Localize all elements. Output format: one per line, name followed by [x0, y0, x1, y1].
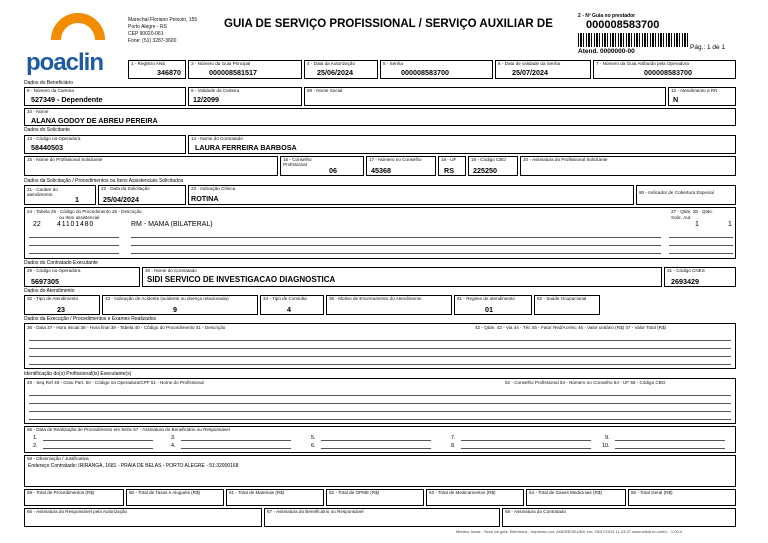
field-value: 4: [287, 305, 291, 314]
empty-row-line: [669, 253, 733, 254]
field-label: 18 - UF: [441, 157, 457, 162]
serie-item-5: 5.: [311, 435, 316, 441]
field-value: RS: [444, 166, 454, 175]
empty-row-line: [131, 253, 661, 254]
barcode-icon: [578, 33, 688, 47]
registro-ans-field[interactable]: [128, 60, 186, 79]
field-value: 23: [57, 305, 65, 314]
field-value: 1: [75, 195, 79, 204]
field-label: 15 - Nome do Profissional Solicitante: [27, 157, 103, 162]
field-label: 66 - Assinatura do Responsável pela Autorização: [27, 509, 128, 514]
field-value: 2693429: [671, 277, 699, 286]
field-label: 91 - Regime de atendimento: [457, 296, 515, 301]
section-identificacao: Identificação do(s) Profissional(is) Executante(s): [24, 371, 132, 377]
section-execucao: Dados da Execução / Procedimentos e Exames Realizados: [24, 316, 157, 322]
codigo-executante-field[interactable]: [24, 267, 140, 287]
field-label: 64 - Total de Gases Medicinais (R$): [529, 490, 602, 495]
nome-beneficiario-field[interactable]: [24, 108, 736, 126]
total-taxas-field[interactable]: [126, 489, 224, 506]
field-label: 56 - Data de Realização de Procedimento em Série 57 - Assinatura do Beneficiário ou Responsável: [27, 427, 230, 432]
field-label: 61 - Total de Materiais (R$): [229, 490, 285, 495]
field-value: SIDI SERVICO DE INVESTIGACAO DIAGNOSTICA: [147, 275, 336, 284]
field-label: 9 - Validade da Carteira: [191, 88, 240, 93]
total-procedimentos-field[interactable]: [24, 489, 124, 506]
cell-descricao: RM - MAMA (BILATERAL): [131, 221, 213, 228]
field-value: 25/06/2024: [317, 68, 353, 77]
indicacao-acidente-field[interactable]: [102, 295, 258, 315]
data-autorizacao-field[interactable]: [304, 60, 378, 79]
total-medicamentos-field[interactable]: [426, 489, 524, 506]
field-label: 17 - Número no Conselho: [369, 157, 422, 162]
empty-row-line: [29, 253, 119, 254]
field-label: 62 - Total de OPME (R$): [329, 490, 380, 495]
guia-principal-field[interactable]: [188, 60, 302, 79]
empty-row-line: [29, 411, 731, 412]
page-title: GUIA DE SERVIÇO PROFISSIONAL / SERVIÇO AUXILIAR DE: [224, 18, 553, 30]
serie-item-2: 2.: [33, 443, 38, 449]
field-label: 21 - Caráter do atendimento: [27, 187, 58, 197]
field-label: 20 - Assinatura do Profissional Solicitante: [523, 157, 608, 162]
empty-row-line: [131, 237, 661, 238]
uf-field[interactable]: [438, 156, 466, 176]
field-value: ALANA GODOY DE ABREU PEREIRA: [31, 116, 158, 125]
guia-prestador-number: 000008583700: [586, 19, 660, 31]
serie-item-10: 10.: [602, 443, 610, 449]
field-label: 23 - Indicação Clínica: [191, 186, 236, 191]
field-label: 58 - Observação / Justificativa: [27, 456, 89, 461]
cell-tabela: 22: [33, 221, 41, 228]
field-value: 25/07/2024: [512, 68, 548, 77]
field-label: 8 - Número da Carteira: [27, 88, 74, 93]
field-value: 12/2099: [193, 95, 219, 104]
table-header: 27 - Qtde. 28 - Qtde.: [671, 209, 714, 214]
senha-field[interactable]: [380, 60, 493, 79]
field-label: 63 - Total de Medicamentos (R$): [429, 490, 496, 495]
field-label: 3 - Número da Guia Principal: [191, 61, 251, 66]
address-line: Porto Alegre - RS: [128, 24, 167, 30]
field-label: 5 - Senha: [383, 61, 403, 66]
field-value: 000008583700: [644, 68, 692, 77]
empty-row-line: [669, 237, 733, 238]
field-value: 45368: [371, 166, 391, 175]
field-value: 9: [173, 305, 177, 314]
field-label: 34 - Tipo de Consulta: [263, 296, 307, 301]
field-value: 225250: [473, 166, 497, 175]
empty-row-line: [29, 395, 731, 396]
field-value: 346870: [157, 68, 181, 77]
section-solicitante: Dados do Solicitante: [24, 127, 70, 133]
section-beneficiario: Dados do Beneficiário: [24, 80, 73, 86]
table-header: 42 - Qtde. 43 - Via 44 - Téc 45 - Fator Red/Acrésc 46 - Valor unitário (R$) 47 - Valor Total (R$): [475, 325, 667, 330]
empty-row-line: [669, 245, 733, 246]
serie-item-7: 7.: [451, 435, 456, 441]
table-header: 52 - Conselho Profissional 53 - Número no Conselho 54 - UF 55 - Código CBO: [505, 380, 666, 385]
empty-row-line: [131, 245, 661, 246]
table-header: 36 - Data 37 - Hora Inicial 38 - Hora final 39 - Tabela 40 - Código do Procedimento 41 - Descrição: [27, 325, 226, 330]
header-address: [128, 17, 197, 45]
nome-executante-field[interactable]: [142, 267, 662, 287]
procedimentos-solicitados-table: [24, 207, 736, 259]
field-label: 29 - Código na Operadora: [27, 268, 81, 273]
empty-row-line: [43, 448, 153, 449]
field-label: 10 - Nome: [27, 109, 49, 114]
serie-item-4: 4.: [171, 443, 176, 449]
logo: [26, 12, 130, 76]
field-value: 25/04/2024: [103, 195, 139, 204]
field-label: 59 - Total de Procedimentos (R$): [27, 490, 95, 495]
field-label: 16 - Conselho Profissional: [283, 157, 312, 167]
observacao-text: Endereço Contratado: IRIRANGA, 1681 - PRAIA DE BELAS - PORTO ALEGRE - 51:32000168: [28, 463, 239, 469]
empty-row-line: [29, 419, 731, 420]
encerramento-field[interactable]: [326, 295, 452, 315]
logo-mark-icon: [48, 12, 108, 52]
total-gases-field[interactable]: [526, 489, 626, 506]
assinatura-contratado-field[interactable]: [502, 508, 736, 527]
field-label: 4 - Data da Autorização: [307, 61, 356, 66]
field-value: 000008581517: [209, 68, 257, 77]
table-header: 24 - Tabela 25 - Código do Procedimento 26 - Descrição: [27, 209, 142, 214]
indicacao-clinica-field[interactable]: [188, 185, 634, 205]
total-opme-field[interactable]: [326, 489, 424, 506]
regime-atendimento-field[interactable]: [454, 295, 532, 315]
atendimento-rn-field[interactable]: [668, 87, 736, 106]
field-label: 35 - Motivo de Encerramento do Atendimento: [329, 296, 422, 301]
empty-row-line: [181, 448, 291, 449]
field-value: 5697305: [31, 277, 59, 286]
field-label: 67 - Assinatura do Beneficiário ou Responsável: [267, 509, 364, 514]
serie-item-8: 8.: [451, 443, 456, 449]
field-label: 1 - Registro ANS: [131, 61, 166, 66]
total-materiais-field[interactable]: [226, 489, 324, 506]
field-label: 14 - Nome do Contratado: [191, 136, 243, 141]
section-atendimento: Dados do Atendimento: [24, 288, 75, 294]
saude-ocupacional-field[interactable]: [534, 295, 600, 315]
empty-row-line: [461, 448, 591, 449]
empty-row-line: [615, 448, 725, 449]
empty-row-line: [29, 237, 119, 238]
carater-field[interactable]: [24, 185, 96, 205]
empty-row-line: [181, 440, 291, 441]
empty-row-line: [461, 440, 591, 441]
field-label: 22 - Data da Solicitação: [101, 186, 150, 191]
field-value: 000008583700: [401, 68, 449, 77]
nome-social-field[interactable]: [304, 87, 666, 106]
cbo-field[interactable]: [468, 156, 518, 176]
empty-row-line: [29, 340, 731, 341]
field-label: 12 - Atendimento a RN: [671, 88, 718, 93]
field-label: 92 - Saúde Ocupacional: [537, 296, 587, 301]
empty-row-line: [29, 348, 731, 349]
empty-row-line: [321, 448, 431, 449]
empty-row-line: [43, 440, 153, 441]
carteira-field[interactable]: [24, 87, 186, 106]
field-value: 58440503: [31, 143, 63, 152]
field-value: ROTINA: [191, 194, 219, 203]
section-executante: Dados do Contratado Executante: [24, 260, 98, 266]
section-solicitacao: Dados da Solicitação / Procedimentos ou Itens Assistenciais Solicitados: [24, 178, 184, 184]
field-value: 01: [485, 305, 493, 314]
field-value: 527349 - Dependente: [31, 95, 103, 104]
nome-contratado-field[interactable]: [188, 135, 736, 154]
empty-row-line: [321, 440, 431, 441]
observacao-field[interactable]: [24, 455, 736, 487]
field-label: 31 - Código CNES: [667, 268, 705, 273]
total-geral-field[interactable]: [628, 489, 736, 506]
field-label: 90 - Indicador de Cobertura Especial: [639, 190, 714, 195]
logo-text: poaclin: [26, 49, 104, 76]
guia-prestador-label: 2 - Nº Guia no prestador: [578, 13, 636, 19]
footer-text: Médico: lucas - Sexo da guia: Eletrônica - Impresso por: ANDRE/SEUNG em: 25/07/2024 11:24:37 www.sdlub.br.com/c - 1:00:4: [456, 529, 683, 534]
cell-qtd-aut: 1: [728, 221, 732, 228]
atend-number: Atend. 0000000-00: [578, 48, 635, 55]
cell-codigo: 41101480: [57, 221, 95, 228]
table-header: ou Item assistencial: [59, 215, 100, 220]
assinatura-solicitante-field[interactable]: [520, 156, 736, 176]
address-line: Fone: (51) 3287-3600: [128, 38, 177, 44]
realizacao-serie-field[interactable]: [24, 426, 736, 453]
serie-item-3: 3.: [171, 435, 176, 441]
numero-conselho-field[interactable]: [366, 156, 436, 176]
empty-row-line: [29, 356, 731, 357]
data-solicitacao-field[interactable]: [98, 185, 186, 205]
validade-senha-field[interactable]: [495, 60, 591, 79]
field-label: 65 - Total Geral (R$): [631, 490, 673, 495]
field-label: 32 - Tipo de Atendimento: [27, 296, 79, 301]
procedimentos-realizados-table: [24, 323, 736, 369]
tipo-consulta-field[interactable]: [260, 295, 324, 315]
field-value: 06: [329, 166, 337, 175]
cnes-field[interactable]: [664, 267, 736, 287]
codigo-operadora-field[interactable]: [24, 135, 186, 154]
field-label: 68 - Assinatura do Contratado: [505, 509, 567, 514]
field-label: 7 - Número da Guia Atribuído pela Operadora: [596, 61, 689, 66]
address-line: CEP 90020-061: [128, 31, 164, 37]
empty-row-line: [29, 403, 731, 404]
assinatura-responsavel-field[interactable]: [24, 508, 262, 527]
field-label: 19 - Código CBO: [471, 157, 506, 162]
field-label: 13 - Código na Operadora: [27, 136, 81, 141]
table-header: Solic. Aut.: [671, 215, 692, 220]
cell-qtd-solic: 1: [695, 221, 699, 228]
field-label: 33 - Indicação de Acidente (acidente ou doença relacionada): [105, 296, 229, 301]
cobertura-especial-field[interactable]: [636, 185, 736, 205]
field-label: 30 - Nome do Contratado: [145, 268, 197, 273]
field-label: 89 - Nome Social: [307, 88, 343, 93]
serie-item-6: 6.: [311, 443, 316, 449]
empty-row-line: [615, 440, 725, 441]
profissional-solicitante-field[interactable]: [24, 156, 278, 176]
conselho-field[interactable]: [280, 156, 364, 176]
field-label: 6 - Data de validade da Senha: [498, 61, 561, 66]
tipo-atendimento-field[interactable]: [24, 295, 100, 315]
address-line: Marechal Floriano Peixoto, 155: [128, 17, 198, 23]
field-value: N: [673, 95, 679, 104]
serie-item-1: 1.: [33, 435, 38, 441]
page-number: Pág.: 1 de 1: [690, 44, 726, 51]
table-header: 48 - Seq.Ref 49 - Grau Part. 50 - Código na Operadora/CPF 51 - Nome do Profissional: [27, 380, 204, 385]
guia-operadora-field[interactable]: [593, 60, 736, 79]
field-value: LAURA FERREIRA BARBOSA: [195, 143, 297, 152]
field-label: 60 - Total de Taxas e Aluguéis (R$): [129, 490, 201, 495]
assinatura-beneficiario-field[interactable]: [264, 508, 500, 527]
profissionais-executantes-table: [24, 378, 736, 424]
validade-carteira-field[interactable]: [188, 87, 302, 106]
serie-item-9: 9.: [605, 435, 610, 441]
empty-row-line: [29, 245, 119, 246]
empty-row-line: [29, 364, 731, 365]
